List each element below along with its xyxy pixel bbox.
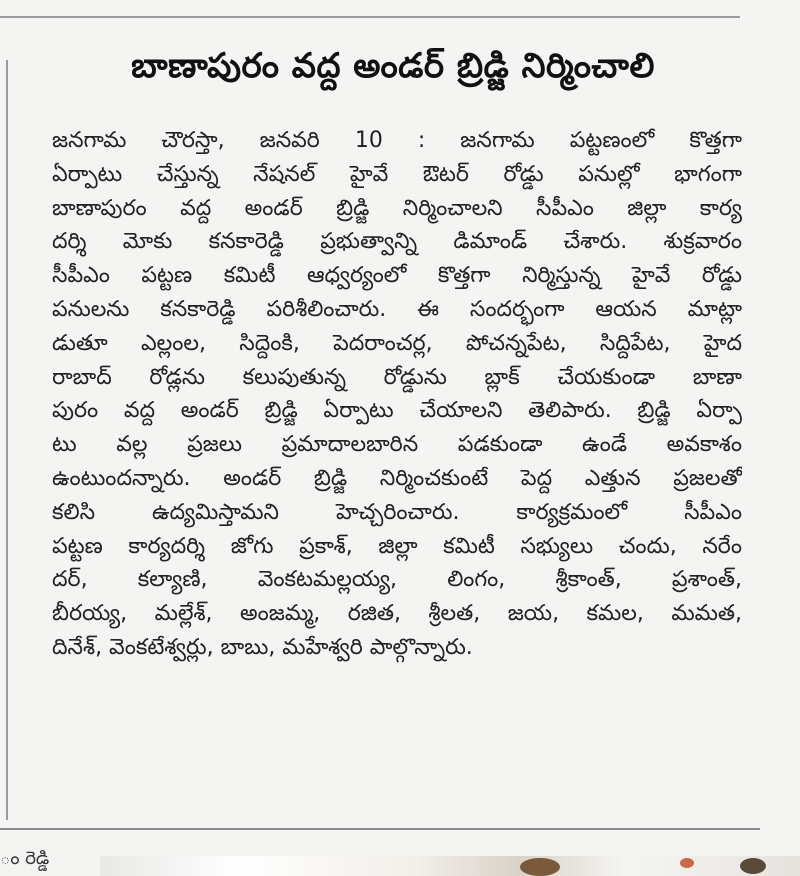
article-line: పనులను కనకారెడ్డి పరిశీలించారు. ఈ సందర్భంగా ఆయన మాట్లా [52,296,742,322]
next-article-photo [100,856,800,876]
article-line: బీరయ్య, మల్లేశ్, అంజమ్మ, రజిత, శ్రీలత, జయ, కమల, మమత, [52,601,742,627]
article-line: సీపీఎం పట్టణ కమిటీ ఆధ్వర్యంలో కొత్తగా నిర్మిస్తున్న హైవే రోడ్డు [52,263,742,289]
article-line: ఏర్పాటు చేస్తున్న నేషనల్ హైవే ఔటర్ రోడ్డు పనుల్లో భాగంగా [52,161,742,187]
article-line: దర్శి మోకు కనకారెడ్డి ప్రభుత్వాన్ని డిమాండ్ చేశారు. శుక్రవారం [52,229,742,255]
article-line: పురం వద్ద అండర్ బ్రిడ్జి ఏర్పాటు చేయాలని తెలిపారు. బ్రిడ్జి ఏర్పా [52,398,742,424]
headline: బాణాపురం వద్ద అండర్ బ్రిడ్జి నిర్మించాలి [131,46,655,86]
article-line: బాణాపురం వద్ద అండర్ బ్రిడ్జి నిర్మించాలని సీపీఎం జిల్లా కార్య [52,195,742,221]
article-line: దర్, కల్యాణి, వెంకటమల్లయ్య, లింగం, శ్రీకాంత్, ప్రశాంత్, [52,567,742,593]
article-line: కలిసి ఉద్యమిస్తామని హెచ్చరించారు. కార్యక్రమంలో సీపీఎం [52,499,742,525]
article-line: జనగామ చౌరస్తా, జనవరి 10 : జనగామ పట్టణంలో కొత్తగా [52,128,742,153]
article-line: పట్టణ కార్యదర్శి జోగు ప్రకాశ్, జిల్లా కమిటీ సభ్యులు చందు, నరేం [52,533,742,559]
article-line: డుతూ ఎల్లంల, సిద్దెంకి, పెదరాంచర్ల, పోచన్నపేట, సిద్దిపేట, హైద [52,330,742,356]
article-line: రాబాద్ రోడ్లను కలుపుతున్న రోడ్డును బ్లాక్ చేయకుండా బాణా [52,364,742,390]
next-article-fragment: ం రెడ్డి [0,848,50,869]
bottom-divider [0,828,760,830]
article-body [52,124,742,665]
article-line: ఉంటుందన్నారు. అండర్ బ్రిడ్జి నిర్మించకుంటే పెద్ద ఎత్తున ప్రజలతో [52,465,742,491]
top-divider [0,16,740,18]
column-divider [6,60,8,820]
article-line: దినేశ్, వెంకటేశ్వర్లు, బాబు, మహేశ్వరి పాల్గొన్నారు. [52,634,473,660]
article-line: టు వల్ల ప్రజలు ప్రమాదాలబారిన పడకుండా ఉండే అవకాశం [52,432,742,458]
